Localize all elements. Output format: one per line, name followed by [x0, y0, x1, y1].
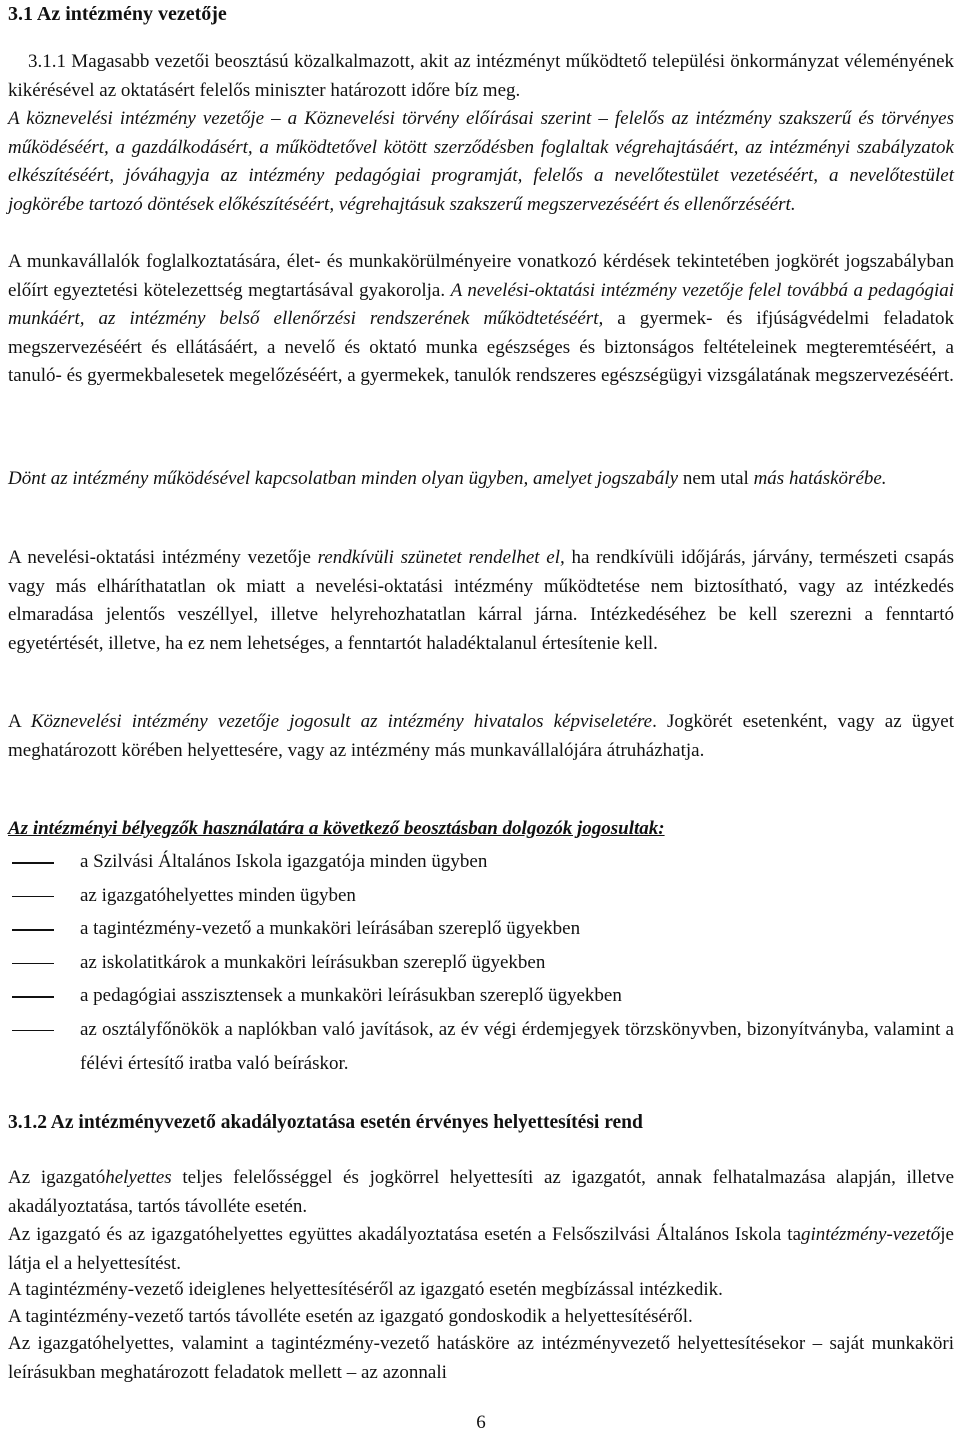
paragraph-duties [8, 105, 954, 219]
decides-text-b: nem utal [682, 468, 749, 489]
paragraph-substitution-1 [8, 1164, 954, 1221]
list-item: a Szilvási Általános Iskola igazgatója minden ügyben [8, 845, 954, 879]
list-item: az iskolatitkárok a munkaköri leírásukban szereplő ügyekben [8, 946, 954, 980]
stamp-heading [8, 815, 954, 844]
rep-text-b: Köznevelési intézmény vezetője jogosult az intézmény hivatalos képviseletére [30, 711, 653, 732]
list-item: a tagintézmény-vezető a munkaköri leírásában szereplő ügyekben [8, 912, 954, 946]
paragraph-substitution-3: A tagintézmény-vezető ideiglenes helyettesítéséről az igazgató esetén megbízással intézkedik. [8, 1279, 723, 1300]
paragraph-text: Magasabb vezetői beosztású közalkalmazott, akit az intézményt működtető települési önkormányzat véleményének kikérésével az oktatásért felelős miniszter határozott időre bíz meg. [8, 51, 955, 101]
section-heading-3-1: 3.1 Az intézmény vezetője [8, 3, 227, 25]
break-text-b: rendkívüli szünetet rendelhet el, [317, 547, 565, 568]
section-heading-3-1-2: 3.1.2 Az intézményvezető akadályoztatása esetén érvényes helyettesítési rend [8, 1112, 643, 1133]
sub1-text-c: teljes felelősséggel és jogkörrel helyettesíti az igazgatót, annak felhatalmazása alapján, illetve akadályoztatása, tartós távolléte esetén. [8, 1167, 955, 1217]
rep-text-c: . Jogkörét esetenként, vagy az ügyet meghatározott körében helyettesére, vagy az intézmény más munkavállalójára átruházhatja. [8, 711, 955, 761]
sub2-text-b: gintézmény-vezető [801, 1224, 941, 1245]
paragraph-substitution-5: Az igazgatóhelyettes, valamint a tagintézmény-vezető hatásköre az intézményvezető helyettesítésekor – saját munkaköri leírásukban meghatározott feladatok mellett – az azonnali [8, 1333, 954, 1383]
rep-text-a: A [8, 711, 21, 732]
sub1-text-a: Az igazgató [8, 1167, 106, 1188]
sub2-text-a: Az igazgató és az igazgatóhelyettes együttes akadályoztatása esetén a Felsőszilvási Általános Iskola ta [8, 1224, 801, 1245]
decides-text-a: Dönt az intézmény működésével kapcsolatban minden olyan ügyben, amelyet jogszabály [8, 468, 679, 489]
paragraph-substitution-4: A tagintézmény-vezető tartós távolléte esetén az igazgató gondoskodik a helyettesítéséről. [8, 1306, 693, 1327]
stamp-list [8, 845, 954, 1081]
paragraph-decides [8, 465, 954, 494]
sub1-text-b: helyettes [105, 1167, 172, 1188]
paragraph-number: 3.1.1 [28, 51, 66, 72]
employees-text-a: A munkavállalók foglalkoztatására, élet- és munkakörülményeire vonatkozó kérdések tekintetében jogkörét jogszabályban előírt egyeztetési kötelezettség megtartásával gyakorolja. [8, 251, 954, 301]
break-text-a: A nevelési-oktatási intézmény vezetője [8, 547, 311, 568]
stamp-heading-text: Az intézményi bélyegzők használatára a következő beosztásban dolgozók jogosultak: [8, 818, 665, 839]
paragraph-employees [8, 248, 954, 391]
paragraph-representation [8, 708, 954, 765]
employees-text-c: a gyermek- és ifjúságvédelmi feladatok megszervezéséért és ellátásáért, a nevelő és oktató munka egészséges és biztonságos feltételeinek megteremtéséért, a tanuló- és gyermekbalesetek megelőzéséért, a gyermekek, tanulók rendszeres egészségügyi vizsgálatának megszervezéséért. [8, 308, 954, 387]
paragraph-3-1-1 [8, 48, 954, 105]
decides-text-c: más hatáskörébe. [753, 468, 887, 489]
paragraph-substitution-2 [8, 1221, 954, 1278]
list-item: az osztályfőnökök a naplókban való javítások, az év végi érdemjegyek törzskönyvben, bizonyítványba, valamint a félévi értesítő iratba való beíráskor. [8, 1013, 954, 1081]
sub2-text-c: je látja el a helyettesítést. [8, 1224, 954, 1274]
list-item: a pedagógiai asszisztensek a munkaköri leírásukban szereplő ügyekben [8, 979, 954, 1013]
list-item: az igazgatóhelyettes minden ügyben [8, 879, 954, 913]
break-text-c: ha rendkívüli időjárás, járvány, természeti csapás vagy más elháríthatatlan ok miatt a nevelési-oktatási intézmény működtetése nem biztosítható, vagy az intézkedés elmaradása jelentős veszéllyel, illetve helyrehozhatatlan kárral járna. Intézkedéséhez be kell szerezni a fenntartó egyetértését, illetve, ha ez nem lehetséges, a fenntartót haladéktalanul értesítenie kell. [8, 547, 955, 654]
duties-italic-text: A köznevelési intézmény vezetője – a Köznevelési törvény előírásai szerint – felelős az intézmény szakszerű és törvényes működéséért, a gazdálkodásért, a működtetővel kötött szerződésben foglaltak végrehajtásáért, az intézményi szabályzatok elkészítéséért, jóváhagyja az intézmény pedagógiai programját, felelős a nevelőtestület vezetéséért, a nevelőtestület jogkörébe tartozó döntések előkészítéséért, végrehajtásuk szakszerű megszervezéséért és ellenőrzéséért. [8, 108, 954, 215]
paragraph-extraordinary-break [8, 544, 954, 658]
employees-text-b: A nevelési-oktatási intézmény vezetője felel továbbá a pedagógiai munkáért, az intézmény belső ellenőrzési rendszerének működtetéséért, [8, 279, 955, 330]
page-number: 6 [476, 1412, 486, 1433]
